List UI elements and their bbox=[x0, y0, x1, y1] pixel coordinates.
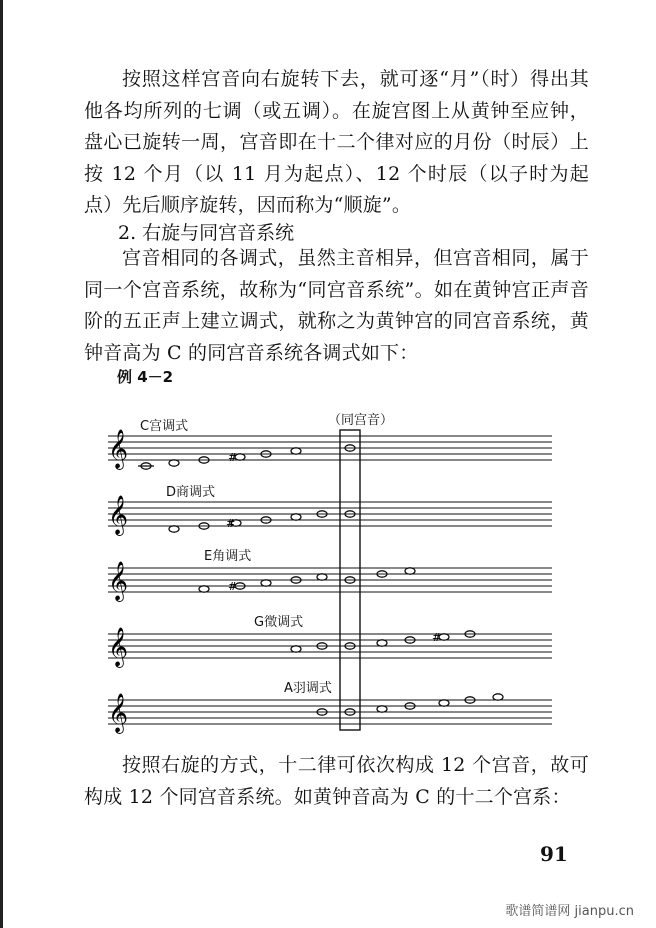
note bbox=[291, 448, 301, 454]
sharp-icon: # bbox=[228, 580, 238, 593]
note bbox=[291, 646, 301, 652]
staff-d-shang bbox=[108, 484, 552, 536]
treble-clef-icon: 𝄞 bbox=[108, 693, 129, 733]
section-heading: 2. 右旋与同宫音系统 bbox=[118, 222, 295, 244]
watermark: 歌谱简谱网 jianpu.cn bbox=[505, 904, 634, 919]
staff-label: A羽调式 bbox=[284, 681, 332, 696]
paragraph-same-gong bbox=[84, 243, 589, 369]
treble-clef-icon: 𝄞 bbox=[108, 627, 129, 667]
note bbox=[261, 580, 271, 586]
note bbox=[169, 526, 179, 532]
note bbox=[317, 574, 327, 580]
staff-label: D商调式 bbox=[166, 485, 216, 500]
sharp-icon: # bbox=[432, 631, 442, 644]
note bbox=[169, 460, 179, 466]
treble-clef-icon: 𝄞 bbox=[108, 429, 129, 469]
note bbox=[291, 514, 301, 520]
note bbox=[377, 706, 387, 712]
staff-g-zhi bbox=[108, 614, 552, 668]
note bbox=[439, 700, 449, 706]
same-gong-box-label: （同宫音） bbox=[328, 413, 394, 428]
staff-e-jue bbox=[108, 548, 552, 602]
staff-label: G徵调式 bbox=[254, 615, 304, 630]
sharp-icon: # bbox=[228, 451, 238, 464]
music-score bbox=[100, 408, 560, 742]
music-score-svg bbox=[100, 408, 560, 738]
note bbox=[199, 586, 209, 592]
note bbox=[405, 568, 415, 574]
treble-clef-icon: 𝄞 bbox=[108, 495, 129, 535]
treble-clef-icon: 𝄞 bbox=[108, 561, 129, 601]
paragraph-twelve-systems-text: 按照右旋的方式，十二律可依次构成 12 个宫音，故可构成 12 个同宫音系统。如黄钟音高为 C 的十二个宫系： bbox=[84, 754, 589, 808]
staff-label: C宫调式 bbox=[140, 419, 189, 434]
page-edge-rule bbox=[0, 0, 3, 928]
paragraph-rotation bbox=[84, 64, 589, 222]
example-label: 例 4－2 bbox=[117, 368, 174, 386]
paragraph-same-gong-text: 宫音相同的各调式，虽然主音相异，但宫音相同，属于同一个宫音系统，故称为“同宫音系统”。如在黄钟宫正声音阶的五正声上建立调式，就称之为黄钟宫的同宫音系统，黄钟音高为 C 的同宫音系统各调式如下： bbox=[84, 247, 589, 364]
staff-label: E角调式 bbox=[204, 549, 252, 564]
paragraph-twelve-systems bbox=[84, 750, 589, 813]
paragraph-rotation-text: 按照这样宫音向右旋转下去，就可逐“月”（时）得出其他各均所列的七调（或五调）。在旋宫图上从黄钟至应钟，盘心已旋转一周，宫音即在十二个律对应的月份（时辰）上按 12 个月（以 11 月为起点）、12 个时辰（以子时为起点）先后顺序旋转，因而称为“顺旋”。 bbox=[84, 68, 589, 216]
note bbox=[377, 640, 387, 646]
page-number: 91 bbox=[540, 842, 568, 866]
staff-a-yu bbox=[108, 680, 552, 734]
sharp-icon: # bbox=[226, 517, 236, 530]
note bbox=[493, 694, 503, 700]
